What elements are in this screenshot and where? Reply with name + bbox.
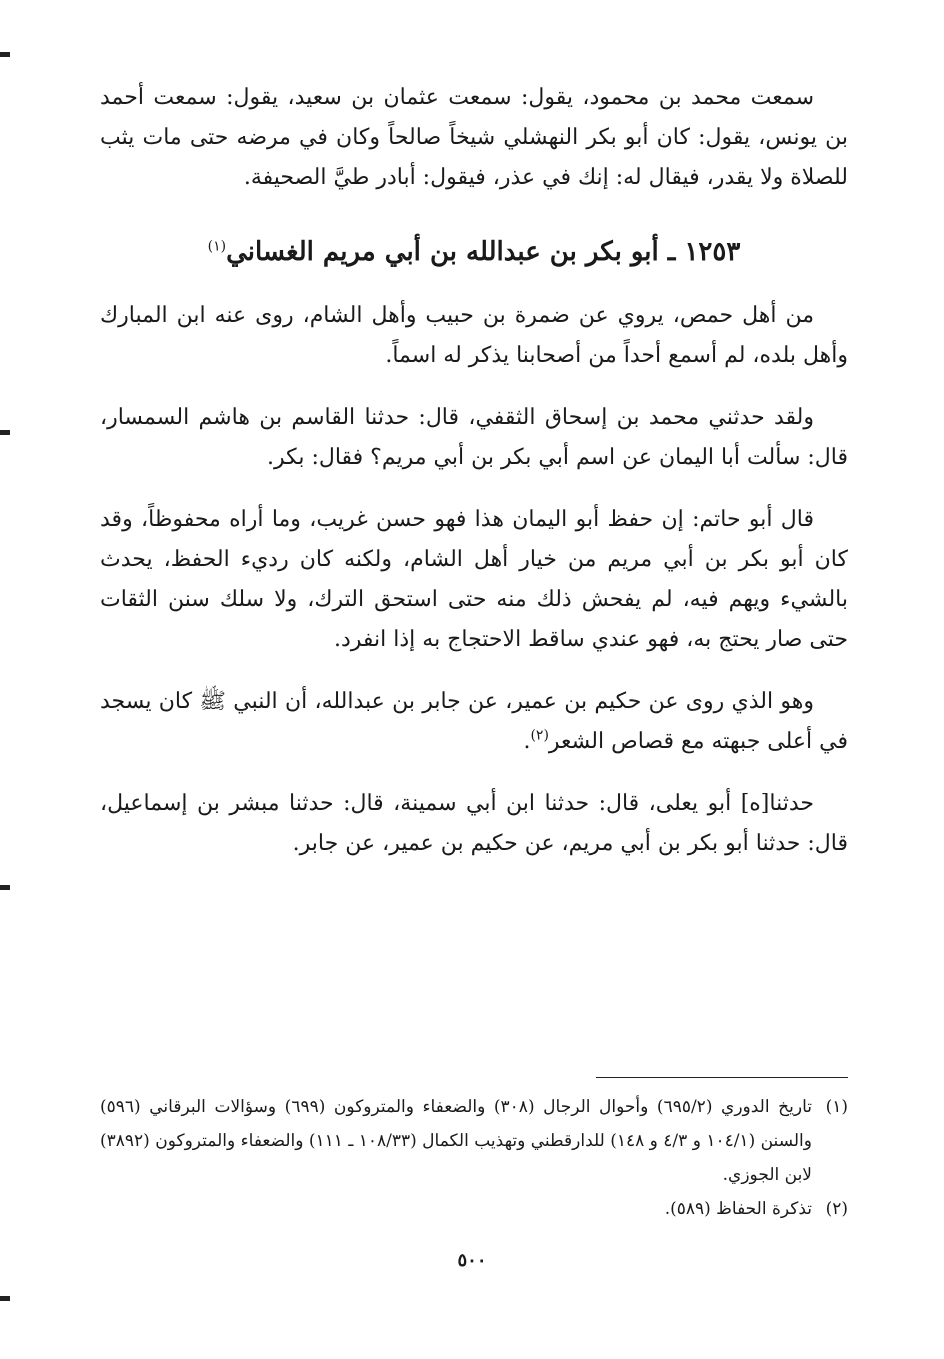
footnote-2 [100,1192,848,1226]
footnote-text: تاريخ الدوري (٦٩٥/٢) وأحوال الرجال (٣٠٨) والضعفاء والمتروكون (٦٩٩) وسؤالات البرقاني (٥٩٦) والسنن (١٠٤/١ و ٤/٣ و ١٤٨) للدارقطني وتهذيب الكمال (١٠٨/٣٣ ـ ١١١) والضعفاء والمتروكون (٣٨٩٢) لابن الجوزي. [100,1097,812,1185]
page-body [100,78,848,886]
footnote-text: تذكرة الحفاظ (٥٨٩). [664,1199,812,1219]
footnote-ref-2[interactable]: (٢) [530,727,549,744]
scan-margin-mark [0,52,10,57]
footnote-1 [100,1090,848,1192]
paragraph-opening: سمعت محمد بن محمود، يقول: سمعت عثمان بن سعيد، يقول: سمعت أحمد بن يونس، يقول: كان أبو بكر النهشلي شيخاً صالحاً وكان في مرضه حتى مات يثب للصلاة ولا يقدر، فيقال له: إنك في عذر، فيقول: أبادر طيَّ الصحيفة. [100,85,848,190]
paragraph-name-report: ولقد حدثني محمد بن إسحاق الثقفي، قال: حدثنا القاسم بن هاشم السمسار، قال: سألت أبا اليمان عن اسم أبي بكر بن أبي مريم؟ فقال: بكر. [100,405,848,470]
scan-margin-mark [0,430,10,435]
paragraph-hadith: وهو الذي روى عن حكيم بن عمير، عن جابر بن عبدالله، أن النبي ﷺ كان يسجد في أعلى جبهته مع قصاص الشعر$^{(٢)}$. [100,689,848,754]
footnote-ref-1[interactable]: (١) [207,238,227,255]
entry-title-text: ١٢٥٣ ـ أبو بكر بن عبدالله بن أبي مريم الغساني [226,237,741,267]
footnote-number: (١) [825,1097,848,1117]
footnotes [100,1090,848,1226]
entry-title [100,232,848,272]
paragraph-bio: من أهل حمص، يروي عن ضمرة بن حبيب وأهل الشام، روى عنه ابن المبارك وأهل بلده، لم أسمع أحداً من أصحابنا يذكر له اسماً. [100,303,848,368]
footnote-separator [596,1077,848,1078]
page-number: ٥٠٠ [457,1250,487,1271]
scan-margin-mark [0,1296,10,1301]
paragraph-isnad: حدثنا[ه] أبو يعلى، قال: حدثنا ابن أبي سمينة، قال: حدثنا مبشر بن إسماعيل، قال: حدثنا أبو بكر بن أبي مريم، عن حكيم بن عمير، عن جابر. [100,791,848,856]
footnote-number: (٢) [825,1199,848,1219]
paragraph-assessment: قال أبو حاتم: إن حفظ أبو اليمان هذا فهو حسن غريب، وما أراه محفوظاً، وقد كان أبو بكر بن أبي مريم من خيار أهل الشام، ولكنه كان رديء الحفظ، يحدث بالشيء ويهم فيه، لم يفحش ذلك منه حتى استحق الترك، ولا سلك سنن الثقات حتى صار يحتج به، فهو عندي ساقط الاحتجاج به إذا انفرد. [100,507,848,652]
scan-margin-mark [0,885,10,890]
